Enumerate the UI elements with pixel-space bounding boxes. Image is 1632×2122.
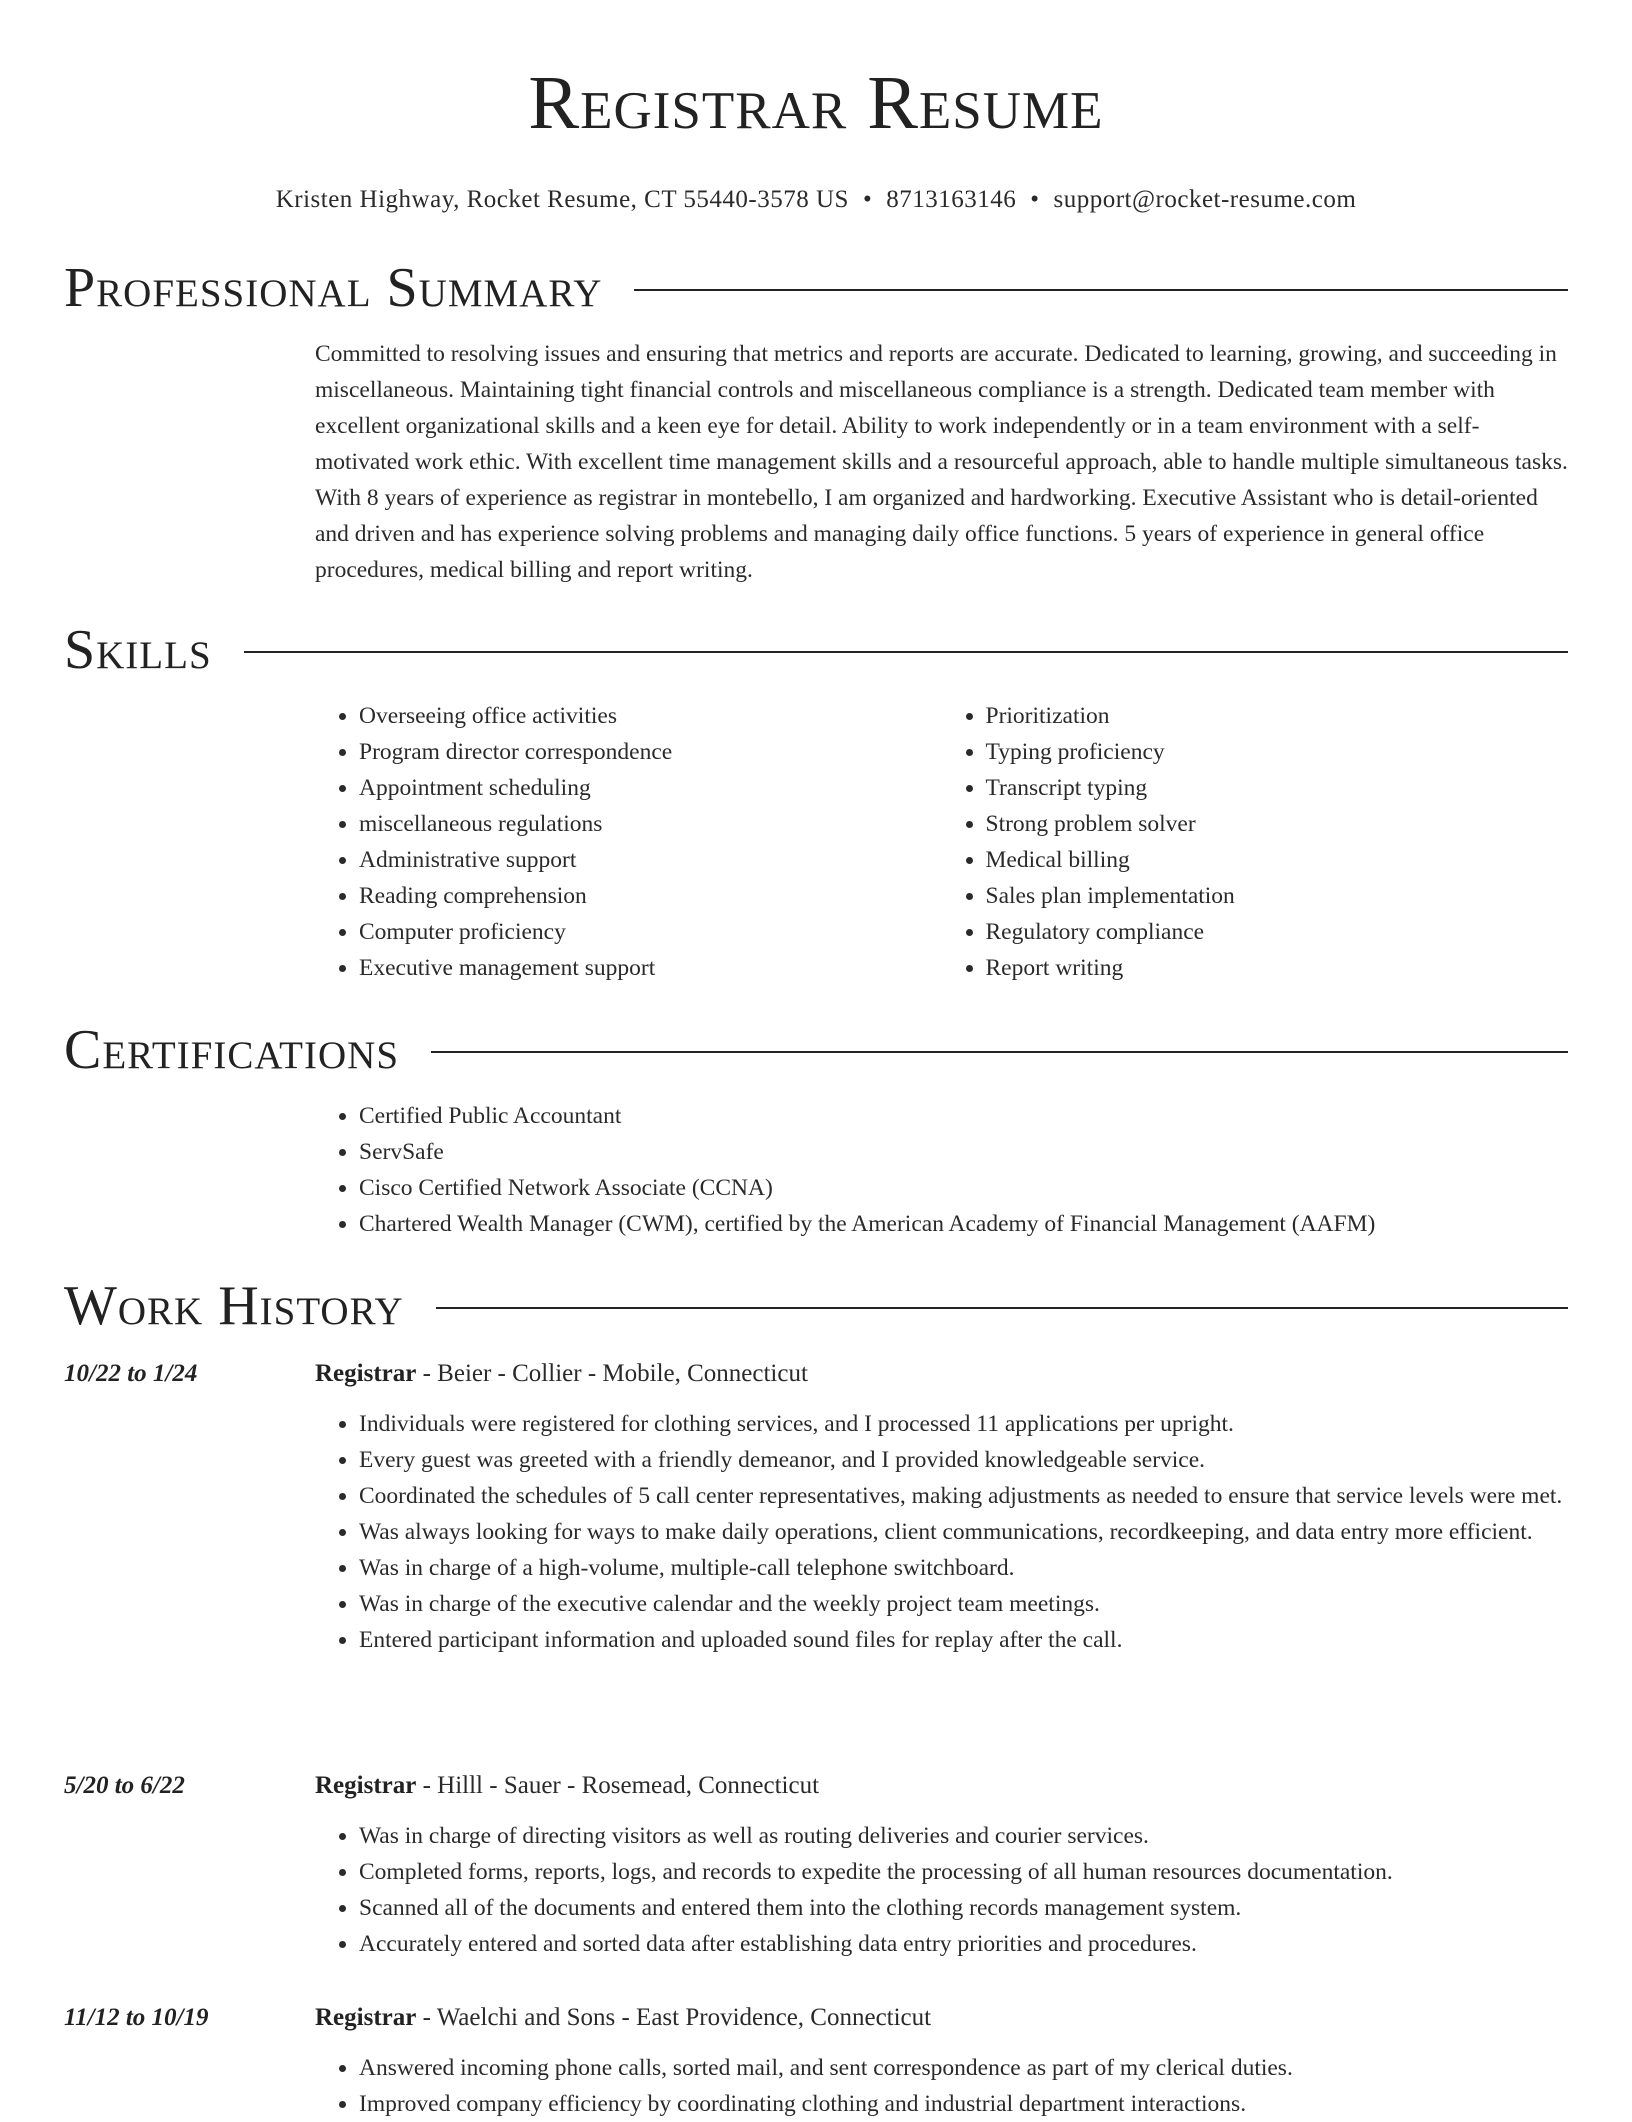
- job-bullet: • Was in charge of directing visitors as well as routing deliveries and courier services.: [359, 1818, 1568, 1854]
- section-divider: [634, 289, 1568, 291]
- job-bullet: • Was in charge of the executive calendar and the weekly project team meetings.: [359, 1586, 1568, 1622]
- job-dates: 10/22 to 1/24: [64, 1360, 198, 1387]
- job-bullet: • Entered participant information and uploaded sound files for replay after the call.: [359, 1622, 1568, 1658]
- contact-separator: •: [1030, 186, 1040, 213]
- skill-item: • miscellaneous regulations: [359, 806, 942, 842]
- job-title: Registrar: [315, 1360, 417, 1387]
- job-header: [64, 1768, 1568, 1804]
- section-divider: [436, 1307, 1568, 1309]
- job-entry: [64, 1768, 1568, 1962]
- job-bullet: • Every guest was greeted with a friendly demeanor, and I provided knowledgeable service.: [359, 1442, 1568, 1478]
- skills-section-header: [64, 618, 1568, 682]
- skill-item: • Reading comprehension: [359, 878, 942, 914]
- skill-item: • Report writing: [986, 950, 1569, 986]
- skill-item: • Medical billing: [986, 842, 1569, 878]
- section-divider: [244, 651, 1568, 653]
- contact-separator: •: [862, 186, 873, 213]
- certifications-section-header: [64, 1018, 1568, 1082]
- skills-list-right: [942, 698, 1569, 986]
- certification-item: • ServSafe: [359, 1134, 1612, 1170]
- job-bullet: • Individuals were registered for clothing services, and I processed 11 applications per upright.: [359, 1406, 1568, 1442]
- work-history-section-header: [64, 1274, 1568, 1338]
- contact-line: [64, 186, 1568, 214]
- document-title: Registrar Resume: [528, 61, 1104, 145]
- job-dates: 11/12 to 10/19: [64, 2004, 209, 2031]
- job-bullet: • Was in charge of a high-volume, multiple-call telephone switchboard.: [359, 1550, 1568, 1586]
- summary-heading: Professional Summary: [64, 257, 603, 319]
- skill-item: • Strong problem solver: [986, 806, 1569, 842]
- job-bullet: • Accurately entered and sorted data after establishing data entry priorities and procedures.: [359, 1926, 1568, 1962]
- section-divider: [431, 1051, 1568, 1053]
- job-title: Registrar: [315, 1772, 417, 1799]
- job-bullet: • Coordinated the schedules of 5 call center representatives, making adjustments as needed to ensure that service levels were met.: [359, 1478, 1568, 1514]
- job-entry: [64, 2000, 1568, 2122]
- contact-phone: 8713163146: [886, 186, 1017, 213]
- job-bullet: • Scanned all of the documents and entered them into the clothing records management system.: [359, 1890, 1568, 1926]
- job-bullets: [315, 1406, 1568, 1658]
- job-header: [64, 2000, 1568, 2036]
- job-bullet: • Answered incoming phone calls, sorted mail, and sent correspondence as part of my clerical duties.: [359, 2050, 1568, 2086]
- job-title-line: [315, 2000, 931, 2036]
- certification-item: • Chartered Wealth Manager (CWM), certified by the American Academy of Financial Management (AAFM): [359, 1206, 1612, 1242]
- skill-item: • Regulatory compliance: [986, 914, 1569, 950]
- job-details: - Hilll - Sauer - Rosemead, Connecticut: [416, 1772, 820, 1799]
- contact-address: Kristen Highway, Rocket Resume, CT 55440-3578 US: [275, 186, 849, 213]
- job-bullets: [315, 1818, 1568, 1962]
- certifications-list: [315, 1098, 1612, 1242]
- skills-grid: [315, 698, 1568, 986]
- job-details: - Waelchi and Sons - East Providence, Connecticut: [416, 2004, 932, 2031]
- job-entry: [64, 1356, 1568, 1658]
- contact-email: support@rocket-resume.com: [1053, 186, 1357, 213]
- job-title-line: [315, 1768, 819, 1804]
- summary-text: Committed to resolving issues and ensuring that metrics and reports are accurate. Dedicated to learning, growing, and succeeding in miscellaneous. Maintaining tight financial controls and miscellaneous compliance is a strength. Dedicated team member with excellent organizational skills and a keen eye for detail. Ability to work independently or in a team environment with a self-motivated work ethic. With excellent time management skills and a resourceful approach, able to handle multiple simultaneous tasks. With 8 years of experience as registrar in montebello, I am organized and hardworking. Executive Assistant who is detail-oriented and driven and has experience solving problems and managing daily office functions. 5 years of experience in general office procedures, medical billing and report writing.: [315, 341, 1568, 583]
- job-bullet: • Was always looking for ways to make daily operations, client communications, recordkeeping, and data entry more efficient.: [359, 1514, 1568, 1550]
- summary-section-header: [64, 256, 1568, 320]
- skills-heading: Skills: [64, 619, 212, 681]
- skills-list-left: [315, 698, 942, 986]
- job-bullets: [315, 2050, 1568, 2122]
- resume-page: [64, 0, 1568, 2117]
- skill-item: • Sales plan implementation: [986, 878, 1569, 914]
- skill-item: • Administrative support: [359, 842, 942, 878]
- certification-item: • Cisco Certified Network Associate (CCNA): [359, 1170, 1612, 1206]
- skill-item: • Computer proficiency: [359, 914, 942, 950]
- skill-item: • Appointment scheduling: [359, 770, 942, 806]
- job-header: [64, 1356, 1568, 1392]
- certifications-heading: Certifications: [64, 1019, 400, 1081]
- skill-item: • Executive management support: [359, 950, 942, 986]
- skill-item: • Transcript typing: [986, 770, 1569, 806]
- skill-item: • Overseeing office activities: [359, 698, 942, 734]
- job-bullet: • Completed forms, reports, logs, and records to expedite the processing of all human resources documentation.: [359, 1854, 1568, 1890]
- job-dates: 5/20 to 6/22: [64, 1772, 185, 1799]
- job-details: - Beier - Collier - Mobile, Connecticut: [416, 1360, 808, 1387]
- skill-item: • Typing proficiency: [986, 734, 1569, 770]
- job-title-line: [315, 1356, 808, 1392]
- skill-item: • Prioritization: [986, 698, 1569, 734]
- work-history-heading: Work History: [64, 1275, 404, 1337]
- certification-item: • Certified Public Accountant: [359, 1098, 1612, 1134]
- job-bullet: • Improved company efficiency by coordinating clothing and industrial department interactions.: [359, 2086, 1568, 2122]
- job-title: Registrar: [315, 2004, 417, 2031]
- skill-item: • Program director correspondence: [359, 734, 942, 770]
